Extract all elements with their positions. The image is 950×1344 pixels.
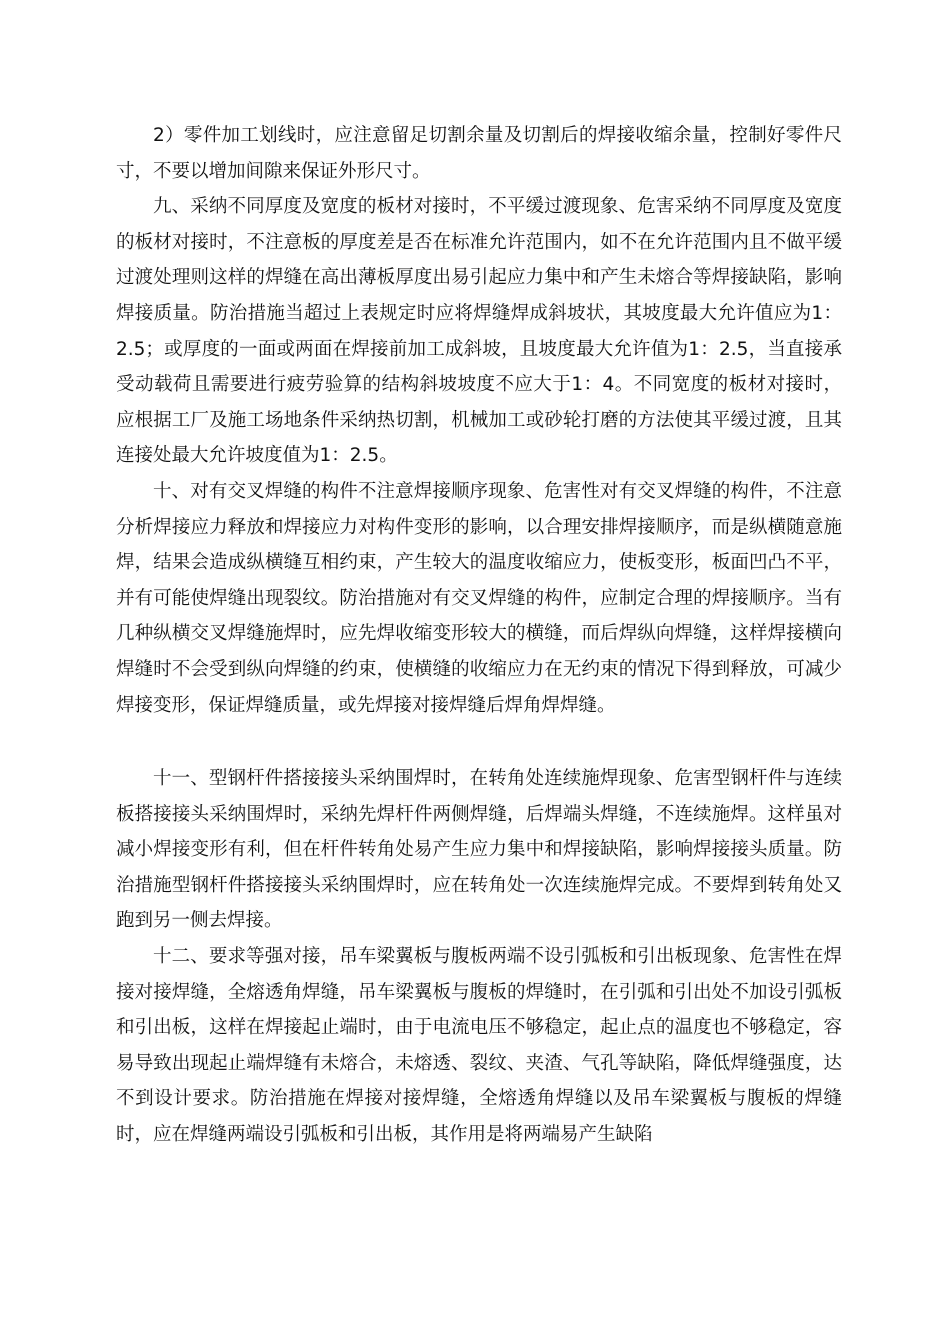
paragraph-section-9: 九、采纳不同厚度及宽度的板材对接时，不平缓过渡现象、危害采纳不同厚度及宽度的板材对接时，不注意板的厚度差是否在标准允许范围内，如不在允许范围内且不做平缓过渡处理则这样的焊缝在高出薄板厚度出易引起应力集中和产生未熔合等焊接缺陷，影响焊接质量。防治措施当超过上表规定时应将焊缝焊成斜坡状，其坡度最大允许值应为1：2.5；或厚度的一面或两面在焊接前加工成斜坡，且坡度最大允许值为1：2.5，当直接承受动载荷且需要进行疲劳验算的结构斜坡坡度不应大于1：4。不同宽度的板材对接时，应根据工厂及施工场地条件采纳热切割，机械加工或砂轮打磨的方法使其平缓过渡，且其连接处最大允许坡度值为1：2.5。	[116, 196, 842, 467]
paragraph-section-11: 十一、型钢杆件搭接接头采纳围焊时，在转角处连续施焊现象、危害型钢杆件与连续板搭接接头采纳围焊时，采纳先焊杆件两侧焊缝，后焊端头焊缝，不连续施焊。这样虽对减小焊接变形有利，但在杆件转角处易产生应力集中和焊接缺陷，影响焊接接头质量。防治措施型钢杆件搭接接头采纳围焊时，应在转角处一次连续施焊完成。不要焊到转角处又跑到另一侧去焊接。	[116, 768, 842, 932]
paragraph-parts-marking: 2）零件加工划线时，应注意留足切割余量及切割后的焊接收缩余量，控制好零件尺寸，不要以增加间隙来保证外形尺寸。	[116, 125, 842, 182]
paragraph-section-12: 十二、要求等强对接，吊车梁翼板与腹板两端不设引弧板和引出板现象、危害性在焊接对接焊缝，全熔透角焊缝，吊车梁翼板与腹板的焊缝时，在引弧和引出处不加设引弧板和引出板，这样在焊接起止端时，由于电流电压不够稳定，起止点的温度也不够稳定，容易导致出现起止端焊缝有未熔合，未熔透、裂纹、夹渣、气孔等缺陷，降低焊缝强度，达不到设计要求。防治措施在焊接对接焊缝，全熔透角焊缝以及吊车梁翼板与腹板的焊缝时，应在焊缝两端设引弧板和引出板，其作用是将两端易产生缺陷	[116, 946, 842, 1146]
paragraph-section-10: 十、对有交叉焊缝的构件不注意焊接顺序现象、危害性对有交叉焊缝的构件，不注意分析焊接应力释放和焊接应力对构件变形的影响，以合理安排焊接顺序，而是纵横随意施焊，结果会造成纵横缝互相约束，产生较大的温度收缩应力，使板变形，板面凹凸不平，并有可能使焊缝出现裂纹。防治措施对有交叉焊缝的构件，应制定合理的焊接顺序。当有几种纵横交叉焊缝施焊时，应先焊收缩变形较大的横缝，而后焊纵向焊缝，这样焊接横向焊缝时不会受到纵向焊缝的约束，使横缝的收缩应力在无约束的情况下得到释放，可减少焊接变形，保证焊缝质量，或先焊接对接焊缝后焊角焊焊缝。	[116, 480, 842, 716]
paragraph-spacer	[116, 723, 842, 761]
document-body	[116, 118, 842, 1153]
